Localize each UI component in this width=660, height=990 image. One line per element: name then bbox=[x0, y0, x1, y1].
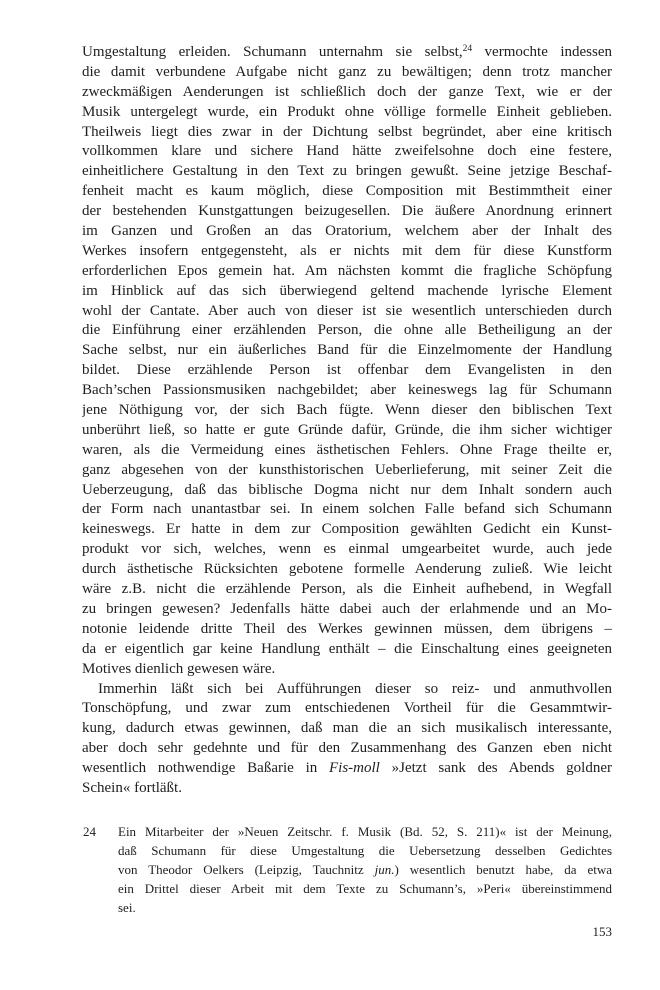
text-segment: im Hinblick auf das sich überwiegend geltend machende lyrische Element bbox=[82, 282, 612, 299]
text-segment: Ein Mitarbeiter der »Neuen Zeitschr. f. Musik (Bd. 52, S. 211)« ist der Meinung, bbox=[118, 824, 612, 839]
text-line bbox=[82, 142, 612, 162]
text-line bbox=[82, 421, 612, 441]
paragraph-1 bbox=[82, 43, 612, 680]
text-segment: ) wesentlich benutzt habe, da etwa bbox=[394, 862, 612, 877]
text-line bbox=[82, 461, 612, 481]
text-line bbox=[82, 361, 612, 381]
text-line bbox=[82, 222, 612, 242]
text-segment: waren, als die Vermeidung eines ästhetischen Fehlers. Ohne Frage theilte er, bbox=[82, 441, 612, 458]
text-segment: Musik untergelegt wurde, ein Produkt ohne völlige formelle Einheit geblieben. bbox=[82, 103, 612, 120]
text-segment: Bach’schen Passionsmusiken nachgebildet; aber keineswegs lag für Schumann bbox=[82, 382, 612, 399]
text-line bbox=[82, 282, 612, 302]
page-number: 153 bbox=[592, 924, 612, 939]
text-line bbox=[82, 441, 612, 461]
text-segment: Werkes insofern entgegensteht, als er nichts mit dem für diese Kunstform bbox=[82, 242, 612, 259]
text-segment: von Theodor Oelkers (Leipzig, Tauchnitz bbox=[118, 862, 375, 877]
text-line bbox=[82, 123, 612, 143]
text-line bbox=[82, 640, 612, 660]
text-segment: Sache selbst, nur ein äußerliches Band für die Einzelmomente der Handlung bbox=[82, 342, 612, 359]
text-segment: wohl der Cantate. Aber auch von dieser ist sie wesentlich unterschieden durch bbox=[82, 302, 612, 319]
text-segment: bildet. Diese erzählende Person ist offenbar dem Evangelisten in den bbox=[82, 362, 612, 379]
text-segment: Ueberzeugung, daß das biblische Dogma nicht nur dem Inhalt sondern auch bbox=[82, 481, 612, 498]
text-line bbox=[82, 242, 612, 262]
text-line bbox=[82, 540, 612, 560]
text-segment: daß Schumann für diese Umgestaltung die Uebersetzung desselben Gedichtes bbox=[118, 843, 612, 858]
paragraph-2 bbox=[82, 680, 612, 799]
text-line bbox=[118, 822, 612, 841]
text-line bbox=[118, 841, 612, 860]
text-line bbox=[82, 680, 612, 700]
text-segment: im Ganzen und Großen an das Oratorium, welchem aber der Inhalt des bbox=[82, 223, 612, 240]
italic-text: Fis-moll bbox=[329, 760, 380, 777]
main-text bbox=[82, 43, 612, 799]
text-line bbox=[82, 660, 612, 680]
text-segment: wesentlich nothwendige Baßarie in bbox=[82, 760, 330, 777]
text-line bbox=[82, 103, 612, 123]
text-segment: einheitlichere Gestaltung in den Text zu bringen gewußt. Seine jetzige Beschaf- bbox=[82, 163, 612, 180]
text-segment: Tonschöpfung, und zwar zum entschiedenen Vortheil für die Gesammtwir- bbox=[82, 700, 612, 717]
text-segment: unberührt ließ, so hatte er gute Gründe dafür, Gründe, die ihm sicher wichtiger bbox=[82, 421, 612, 438]
text-segment: aber doch sehr gedehnte und für den Zusammenhang des Ganzen eben nicht bbox=[82, 740, 612, 757]
text-line bbox=[82, 321, 612, 341]
text-line bbox=[118, 879, 612, 898]
footnote-number: 24 bbox=[83, 824, 96, 839]
text-segment: jene Nöthigung vor, der sich Bach fügte. Wenn dieser den biblischen Text bbox=[82, 402, 612, 419]
text-segment: notonie leidende dritte Theil des Werkes gewinnen müssen, dem übrigens – bbox=[82, 620, 612, 637]
text-segment: da er eigentlich gar keine Handlung enthält – die Einschaltung eines geeigneten bbox=[82, 640, 612, 657]
text-line bbox=[82, 739, 612, 759]
text-line bbox=[82, 520, 612, 540]
text-segment: produkt vor sich, welches, wenn es einmal umgearbeitet wurde, auch jede bbox=[82, 541, 612, 558]
text-line bbox=[82, 162, 612, 182]
text-line bbox=[82, 302, 612, 322]
text-line bbox=[82, 401, 612, 421]
italic-text: jun. bbox=[374, 862, 395, 877]
text-line bbox=[82, 182, 612, 202]
text-line bbox=[82, 202, 612, 222]
text-segment: Umgestaltung erleiden. Schumann unternahm sie selbst, bbox=[82, 44, 463, 60]
text-line bbox=[82, 63, 612, 83]
text-line bbox=[82, 560, 612, 580]
footnote-text bbox=[118, 822, 612, 917]
text-line bbox=[82, 779, 612, 799]
text-segment: Motives dienlich gewesen wäre. bbox=[82, 660, 276, 677]
text-line bbox=[82, 600, 612, 620]
text-segment: wäre z.B. nicht die erzählende Person, als die Einheit aufhebend, in Wegfall bbox=[82, 581, 612, 598]
text-line bbox=[82, 500, 612, 520]
text-segment: Theilweis liegt dies zwar in der Dichtung selbst begründet, aber eine kritisch bbox=[82, 123, 612, 140]
text-segment: zu bringen gewesen? Jedenfalls hätte dabei auch der erlahmende und an Mo- bbox=[82, 600, 612, 617]
footnote bbox=[82, 822, 612, 917]
text-line bbox=[118, 860, 612, 879]
text-line bbox=[82, 699, 612, 719]
text-segment: sei. bbox=[118, 900, 136, 915]
text-segment: der Form nach unantastbar sei. In einem solchen Falle befand sich Schumann bbox=[82, 501, 612, 518]
text-segment: ein Drittel dieser Arbeit mit dem Texte zu Schumann’s, »Peri« übereinstimmend bbox=[118, 881, 612, 896]
text-segment: kung, dadurch etwas gewinnen, daß man die an sich musikalisch interessante, bbox=[82, 720, 612, 737]
text-line bbox=[82, 43, 612, 63]
text-segment: fenheit macht es kaum möglich, diese Composition mit Bestimmtheit einer bbox=[82, 183, 612, 200]
text-segment: der bestehenden Kunstgattungen beizugesellen. Die äußere Anordnung erinnert bbox=[82, 203, 612, 220]
text-segment: Immerhin läßt sich bei Aufführungen dieser so reiz- und anmuthvollen bbox=[98, 680, 612, 697]
text-segment: ganz abgesehen von der kunsthistorischen Ueberlieferung, mit seiner Zeit die bbox=[82, 461, 612, 478]
footnote-ref-marker: 24 bbox=[462, 43, 473, 54]
text-segment: durch ästhetische Rücksichten gebotene formelle Aenderung zuließ. Wie leicht bbox=[82, 561, 612, 578]
text-line bbox=[82, 620, 612, 640]
text-segment: »Jetzt sank des Abends goldner bbox=[379, 760, 612, 777]
text-line bbox=[118, 898, 612, 917]
text-segment: Schein« fortläßt. bbox=[82, 779, 182, 796]
text-segment: vermochte indessen bbox=[472, 44, 612, 60]
text-segment: erforderlichen Epos gemein hat. Am nächsten kommt die fragliche Schöpfung bbox=[82, 262, 612, 279]
text-line bbox=[82, 381, 612, 401]
text-line bbox=[82, 341, 612, 361]
text-segment: keineswegs. Er hatte in dem zur Composition gewählten Gedicht ein Kunst- bbox=[82, 521, 612, 538]
text-line bbox=[82, 262, 612, 282]
text-segment: vollkommen klare und sichere Hand hätte zweifelsohne doch eine festere, bbox=[82, 143, 612, 160]
text-line bbox=[82, 759, 612, 779]
text-line bbox=[82, 83, 612, 103]
text-line bbox=[82, 719, 612, 739]
text-segment: zweckmäßigen Aenderungen ist schließlich doch der ganze Text, wie er der bbox=[82, 83, 612, 100]
text-line bbox=[82, 481, 612, 501]
text-segment: die Einführung einer erzählenden Person, die ohne alle Betheiligung an der bbox=[82, 322, 612, 339]
text-segment: die damit verbundene Aufgabe nicht ganz zu bewältigen; denn trotz mancher bbox=[82, 63, 612, 80]
text-line bbox=[82, 580, 612, 600]
